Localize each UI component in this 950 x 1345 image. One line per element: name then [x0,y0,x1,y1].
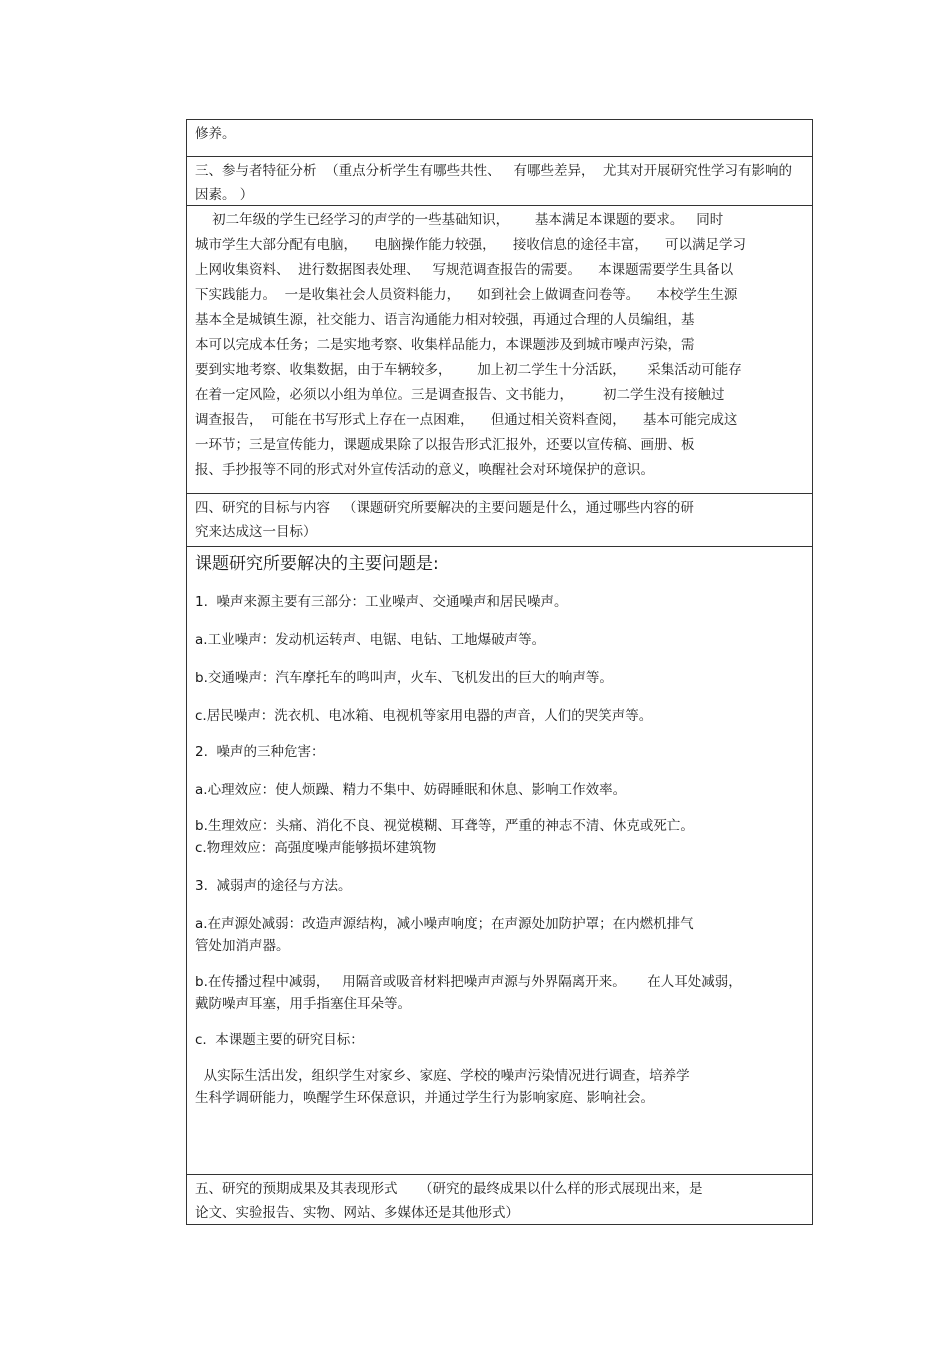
list-item: a.工业噪声：发动机运转声、电锯、电钻、工地爆破声等。 [195,632,546,648]
row-section-3-body [186,206,813,494]
research-goal-text: 从实际生活出发，组织学生对家乡、家庭、学校的噪声污染情况进行调查，培养学 生科学调研能力，唤醒学生环保意识，并通过学生行为影响家庭、影响社会。 [195,1068,690,1106]
body-line: 一环节；三是宣传能力，课题成果除了以报告形式汇报外，还要以宣传稿、画册、板 [195,437,695,453]
list-item: a.心理效应：使人烦躁、精力不集中、妨碍睡眠和休息、影响工作效率。 [195,782,627,798]
section-3-heading: 三、参与者特征分析 （重点分析学生有哪些共性、 有哪些差异， 尤其对开展研究性学习有影响的因素。 ） [195,163,793,203]
body-line: 报、手抄报等不同的形式对外宣传活动的意义，唤醒社会对环境保护的意识。 [195,462,654,478]
list-item: b.在传播过程中减弱， 用隔音或吸音材料把噪声声源与外界隔离开来。 在人耳处减弱， 戴防噪声耳塞，用手指塞住耳朵等。 [195,974,742,1012]
body-line: 下实践能力。 一是收集社会人员资料能力， 如到社会上做调查问卷等。 本校学生生源 [195,287,738,303]
list-item: a.在声源处减弱：改造声源结构，减小噪声响度；在声源处加防护罩；在内燃机排气 管处加消声器。 [195,916,694,954]
body-line: 城市学生大部分配有电脑， 电脑操作能力较强， 接收信息的途径丰富， 可以满足学习 [195,237,746,253]
research-goal-heading: c. 本课题主要的研究目标： [195,1032,364,1048]
body-line: 本可以完成本任务；二是实地考察、收集样品能力，本课题涉及到城市噪声污染，需 [195,337,695,353]
list-item: c.居民噪声：洗衣机、电冰箱、电视机等家用电器的声音，人们的哭笑声等。 [195,708,653,724]
body-line: 要到实地考察、收集数据，由于车辆较多， 加上初二学生十分活跃， 采集活动可能存 [195,362,742,378]
section-5-heading-line: 论文、实验报告、实物、网站、多媒体还是其他形式） [195,1205,519,1221]
section-4-heading-line: 究来达成这一目标） [195,524,317,540]
row-section-4-heading [186,494,813,547]
list-item: 1. 噪声来源主要有三部分：工业噪声、交通噪声和居民噪声。 [195,594,568,610]
row-closing-text [186,119,813,157]
section-4-heading-line: 四、研究的目标与内容 （课题研究所要解决的主要问题是什么，通过哪些内容的研 [195,500,694,516]
list-item: c.物理效应：高强度噪声能够损坏建筑物 [195,840,437,856]
list-item: b.生理效应：头痛、消化不良、视觉模糊、耳聋等，严重的神志不清、休克或死亡。 [195,818,694,834]
main-problems-heading: 课题研究所要解决的主要问题是: [195,554,439,574]
row-section-4-body [186,547,813,1175]
body-line: 上网收集资料、 进行数据图表处理、 写规范调查报告的需要。 本课题需要学生具备以 [195,262,734,278]
list-item: 3. 减弱声的途径与方法。 [195,878,352,894]
body-line: 在着一定风险，必须以小组为单位。三是调查报告、文书能力， 初二学生没有接触过 [195,387,725,403]
body-line: 初二年级的学生已经学习的声学的一些基础知识， 基本满足本课题的要求。 同时 [195,212,724,228]
body-line: 调查报告， 可能在书写形式上存在一点困难， 但通过相关资料查阅， 基本可能完成这 [195,412,738,428]
section-5-heading-line: 五、研究的预期成果及其表现形式 （研究的最终成果以什么样的形式展现出来，是 [195,1181,703,1197]
row-section-5-heading [186,1175,813,1225]
form-table [186,119,813,1225]
list-item: 2. 噪声的三种危害： [195,744,325,760]
body-line: 基本全是城镇生源，社交能力、语言沟通能力相对较强，再通过合理的人员编组，基 [195,312,695,328]
row-section-3-heading [186,157,813,206]
list-item: b.交通噪声：汽车摩托车的鸣叫声，火车、飞机发出的巨大的响声等。 [195,670,613,686]
closing-text: 修养。 [195,126,236,142]
